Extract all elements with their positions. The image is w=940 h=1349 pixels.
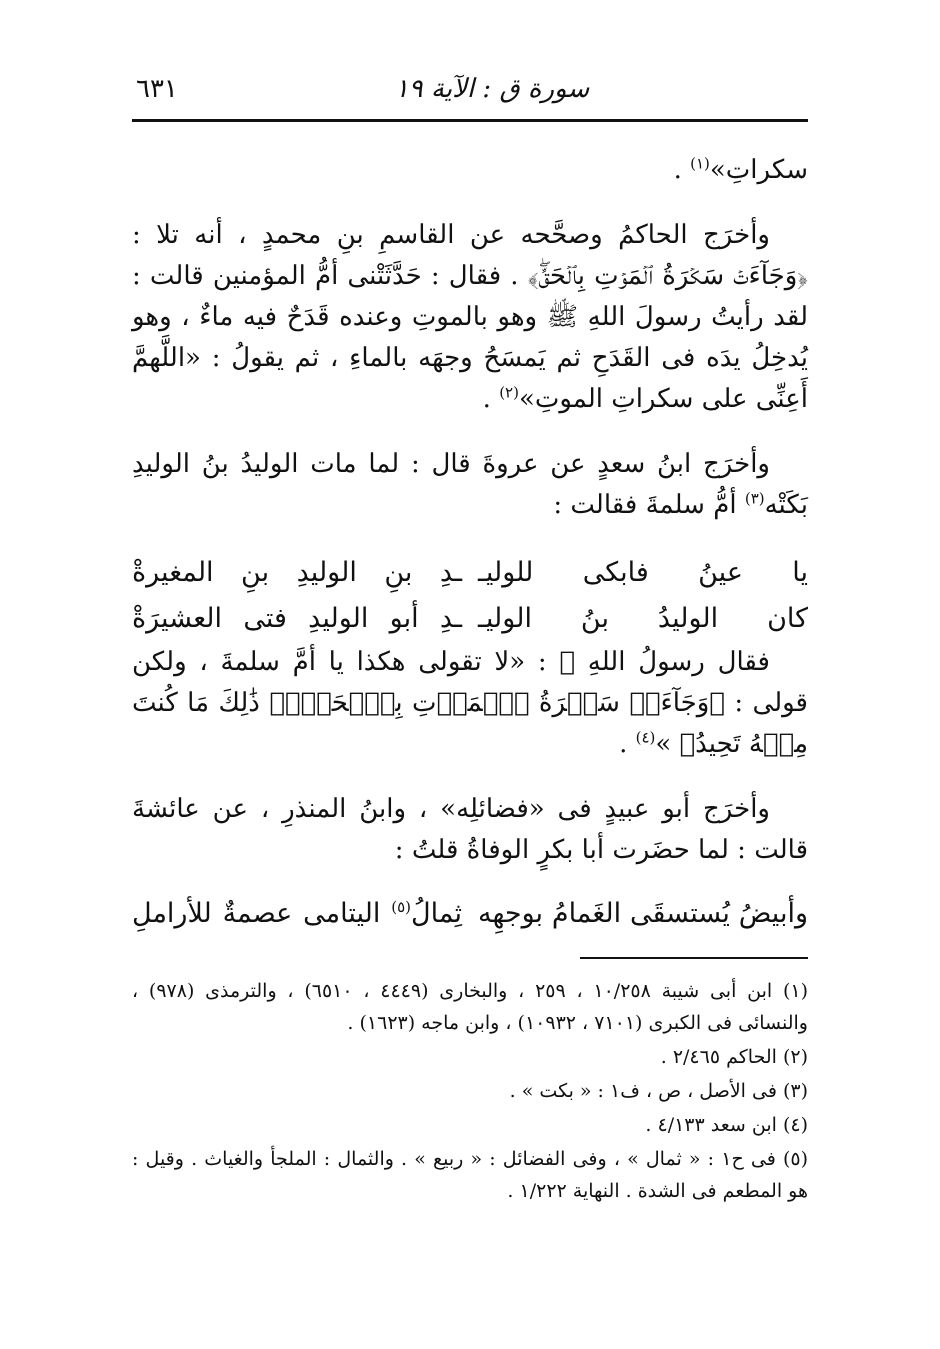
- page-number: ٦٣١: [136, 74, 178, 104]
- verse-first-hemistich: وأبيضُ يُستسقَى الغَمامُ بوجهِه: [478, 898, 808, 929]
- footnote-ref-5: (٥): [391, 898, 412, 916]
- footnote-ref-2: (٢): [499, 383, 519, 402]
- verse-first-hemistich: يا عينُ فابكى للوليـ: [478, 557, 808, 588]
- paragraph-5: وأخرَج أبو عبيدٍ فى «فضائلِه» ، وابنُ المنذرِ ، عن عائشةَ قالت : لما حضَرت أبا بكرٍ الوفاةُ قلتُ :: [132, 794, 808, 865]
- poem-verses: [132, 550, 808, 642]
- paragraph-3-text-a: وأخرَج ابنُ سعدٍ عن عروةَ قال : لما مات الوليدُ بنُ الوليدِ بَكَتْه: [132, 449, 808, 520]
- footnotes: [132, 975, 808, 1209]
- footnote-5: (٥) فى ح١ : « ثمال » ، وفى الفضائل : « ربيع » . والثمال : الملجأ والغياث . وقيل : هو المطعم فى الشدة . النهاية ١/٢٢٢ .: [132, 1148, 808, 1202]
- verse-line: [132, 596, 808, 642]
- page-header: [132, 66, 808, 116]
- verse-line: [132, 550, 808, 596]
- footnote-4: (٤) ابن سعد ٤/١٣٣ .: [645, 1114, 808, 1136]
- paragraph-3: [132, 444, 808, 526]
- paragraph-4: [132, 642, 808, 765]
- verse-line-single: [132, 891, 808, 937]
- footnote-ref-4: (٤): [635, 728, 656, 747]
- paragraph-1: [132, 150, 808, 191]
- footnote-1: (١) ابن أبى شيبة ١٠/٢٥٨ ، ٢٥٩ ، والبخارى (٤٤٤٩ ، ٦٥١٠) ، والترمذى (٩٧٨) ، والنسائى فى الكبرى (٧١٠١ ، ١٠٩٣٢) ، وابن ماجه (١٦٢٣) .: [132, 980, 809, 1034]
- verse-second-hemistich-a: ثِمالُ: [411, 898, 462, 929]
- footnote-2: (٢) الحاكم ٢/٤٦٥ .: [660, 1046, 808, 1068]
- footnote-separator: [580, 957, 808, 959]
- verse-second-hemistich: [132, 891, 462, 937]
- paragraph-2-text: وأخرَج الحاكمُ وصحَّحه عن القاسمِ بنِ محمدٍ ، أنه تلا : ﴿وَجَآءَتۡ سَكۡرَةُ ٱلۡمَوۡتِ بِٱلۡحَقِّۖ﴾ . فقال : حَدَّثَتْنى أمُّ المؤمنين قالت : لقد رأيتُ رسولَ اللهِ ﷺ وهو بالموتِ وعنده قَدَحٌ فيه ماءٌ ، وهو يُدخِلُ يدَه فى القَدَحِ ثم يَمسَحُ وجهَه بالماءِ ، ثم يقولُ : «اللَّهمَّ أَعِنِّى على سكراتِ الموتِ»: [132, 220, 808, 414]
- paragraph-1-tail: .: [673, 155, 691, 185]
- running-title: سورة ق : الآية ١٩: [394, 74, 590, 104]
- verse-second-hemistich: ـدِ بنِ الوليدِ بنِ المغيرةْ: [132, 557, 462, 588]
- paragraph-1-text: سكراتِ»: [709, 155, 808, 185]
- paragraph-2-tail: .: [482, 384, 500, 414]
- footnote-ref-1: (١): [690, 154, 710, 173]
- verse-second-hemistich: ـدِ أبو الوليدِ فتى العشيرَةْ: [132, 603, 462, 634]
- paragraph-2: [132, 215, 808, 420]
- paragraph-4-text: فقال رسولُ اللهِ ﷺ : «لا تقولى هكذا يا أمَّ سلمةَ ، ولكن قولى : ﴿وَجَآءَتۡ سَكۡرَةُ ٱلۡمَوۡتِ بِٱلۡحَقِّۖ ذَٰلِكَ مَا كُنتَ مِنۡهُ تَحِيدُ﴾ »: [132, 647, 808, 759]
- verse-first-hemistich: كان الوليدُ بنُ الوليـ: [478, 603, 808, 634]
- header-rule: [132, 119, 808, 122]
- footnote-ref-3: (٣): [744, 489, 765, 508]
- paragraph-4-tail: .: [619, 729, 636, 759]
- verse-second-hemistich-b: اليتامى عصمةٌ للأراملِ: [132, 898, 392, 929]
- paragraph-3-text-b: أمُّ سلمةَ فقالت :: [553, 490, 745, 520]
- main-text: [132, 150, 808, 937]
- footnote-3: (٣) فى الأصل ، ص ، ف١ : « بكت » .: [509, 1080, 808, 1102]
